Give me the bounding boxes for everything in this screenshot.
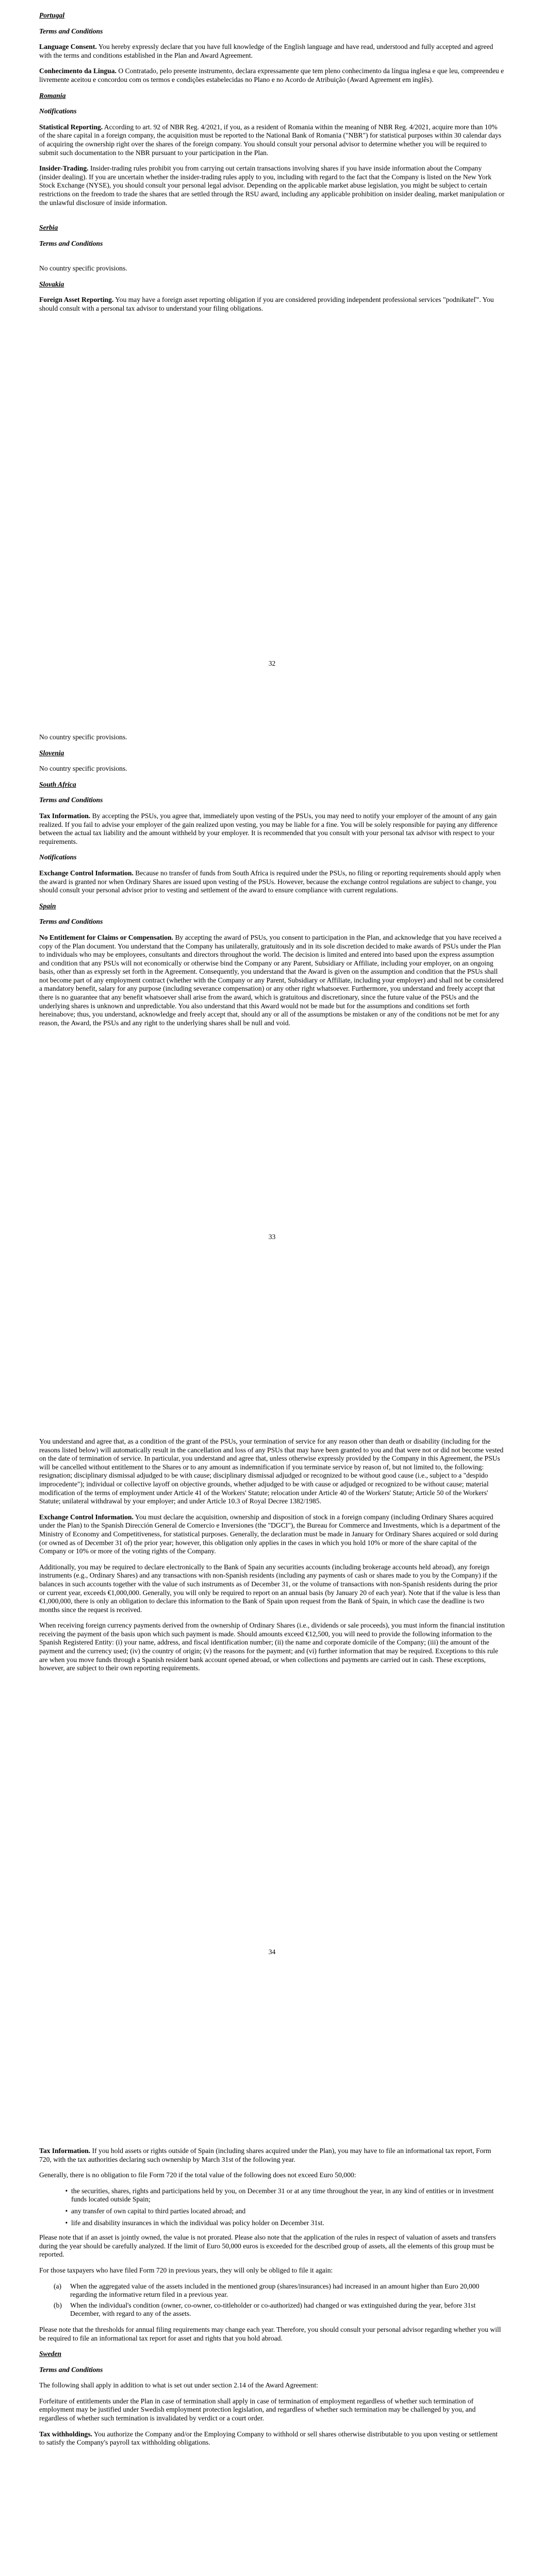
paragraph-text: Generally, there is no obligation to file Form 720 if the total value of the following does not exceed Euro 50,000:	[39, 2171, 356, 2179]
paragraph-lead: Exchange Control Information.	[39, 1513, 134, 1521]
country-heading-romania: Romania	[39, 91, 66, 99]
paragraph-text: No country specific provisions.	[39, 264, 127, 273]
paragraph-language-consent	[39, 43, 505, 60]
paragraph	[39, 2397, 505, 2423]
paragraph	[39, 2233, 505, 2259]
paragraph-text: By accepting the PSUs, you agree that, immediately upon vesting of the PSUs, you may need to notify your employer of the amount of any gain realized. If you fail to advise your employer of the gain realized upon vesting, you may be liable for a fine. You will be solely responsible for paying any difference between the actual tax liability and the amount withheld by your employer. It is recommended that you consult with your personal tax advisor with respect to your requirements.	[39, 811, 498, 845]
page-content	[39, 733, 505, 1035]
document-page-32	[0, 0, 544, 703]
paragraph	[39, 2171, 505, 2180]
paragraph	[39, 1621, 505, 1673]
section-heading: Terms and Conditions	[39, 918, 103, 926]
paragraph-text: You may have a foreign asset reporting obligation if you are considered providing independent professional services "podnikateľ". You should consult with a personal tax advisor to understand your filing obligations.	[39, 296, 494, 313]
country-heading-slovenia: Slovenia	[39, 749, 64, 757]
paragraph-text: Forfeiture of entitlements under the Plan in case of termination shall apply in case of termination of employment regardless of whether such termination of employment may be justified under Swedish employment protection legislation, and regardless of whether such termination may be challenged by you, and regardless of whether such termination is invalidated by verdict or a court order.	[39, 2397, 476, 2422]
paragraph-text: According to art. 92 of NBR Reg. 4/2021, if you, as a resident of Romania within the meaning of NBR Reg. 4/2021, acquire more than 10% of the share capital in a foreign company, the acquisition must be reported to the National Bank of Romania ("NBR") for statistical purposes within 30 calendar days of acquiring the ownership right over the shares of the foreign company. You should consult your personal advisor to determine whether you will be required to submit such documentation to the NBR pursuant to your participation in the Plan.	[39, 123, 502, 157]
paragraph-lead: Tax Information.	[39, 2147, 91, 2155]
list-item: • life and disability insurances in which the individual was policy holder on December 31st.	[71, 2219, 505, 2228]
paragraph-lead: Tax withholdings.	[39, 2430, 93, 2438]
paragraph-text: O Contratado, pelo presente instrumento, declara expressamente que tem pleno conhecimento da língua inglesa e que leu, compreendeu e livremente aceitou e concordou com os termos e condições estabelecidas no Plano e no Acordo de Atribuição (Award Agreement em inglês).	[39, 67, 504, 83]
paragraph-foreign-asset-reporting	[39, 296, 505, 313]
bullet-list	[39, 2187, 505, 2227]
page-number: 32	[268, 659, 276, 667]
paragraph	[39, 1563, 505, 1615]
country-heading-spain: Spain	[39, 902, 56, 910]
paragraph-insider-trading	[39, 164, 505, 207]
country-heading-south-africa: South Africa	[39, 780, 76, 788]
paragraph-text: No country specific provisions.	[39, 733, 127, 741]
paragraph-lead: Insider-Trading.	[39, 164, 89, 173]
paragraph-text: Insider-trading rules prohibit you from carrying out certain transactions involving shares if you have inside information about the Company (insider dealing). If you are uncertain whether the insider-trading rules apply to you, including with regard to the fact that the Company is listed on the New York Stock Exchange (NYSE), you should consult your personal legal advisor. Depending on the applicable market abuse legislation, you might be subject to certain restrictions on the freedom to trade the shares that are settled through the RSU award, including any applicable prohibition on insider dealing, market manipulation or the unlawful disclosure of inside information.	[39, 164, 505, 207]
country-heading-serbia: Serbia	[39, 224, 58, 232]
paragraph-exchange-control-information	[39, 869, 505, 895]
section-heading: Terms and Conditions	[39, 2365, 103, 2374]
paragraph	[39, 733, 505, 742]
page-content	[39, 11, 505, 320]
section-heading: Notifications	[39, 853, 77, 861]
document-page-33	[0, 703, 544, 1406]
country-heading-portugal: Portugal	[39, 11, 65, 19]
paragraph-lead: Language Consent.	[39, 43, 97, 51]
paragraph	[39, 2326, 505, 2343]
paragraph-lead: Foreign Asset Reporting.	[39, 296, 114, 304]
section-heading: Terms and Conditions	[39, 239, 103, 247]
paragraph-lead: Statistical Reporting.	[39, 123, 103, 131]
document-page-35	[0, 2110, 544, 2576]
list-item-label: (b)	[54, 2301, 62, 2309]
paragraph-lead: Tax Information.	[39, 811, 91, 820]
paragraph	[39, 2381, 505, 2390]
country-heading-sweden: Sweden	[39, 2350, 62, 2358]
paragraph	[39, 765, 505, 773]
paragraph	[39, 264, 505, 273]
country-heading-slovakia: Slovakia	[39, 280, 64, 288]
paragraph-statistical-reporting	[39, 123, 505, 157]
paragraph-lead: No Entitlement for Claims or Compensation.	[39, 933, 174, 941]
paragraph	[39, 1437, 505, 1506]
paragraph-text: You hereby expressly declare that you have full knowledge of the English language and have read, understood and fully accepted and agreed with the terms and conditions established in the Plan and Award Agreement.	[39, 43, 493, 59]
list-item-label: (a)	[54, 2282, 62, 2290]
paragraph-text: Please note that the thresholds for annual filing requirements may change each year. Therefore, you should consult your personal advisor regarding whether you will be required to file an informational tax report for asset and rights that you hold abroad.	[39, 2325, 501, 2342]
paragraph-text: Additionally, you may be required to declare electronically to the Bank of Spain any securities accounts (including brokerage accounts held abroad), any foreign instruments (e.g., Ordinary Shares) and any transactions with non-Spanish residents (including any payments of cash or shares made to you by the Company) if the balances in such accounts together with the value of such instruments as of December 31, or the volume of transactions with non-Spanish residents during the prior or current year, exceeds €1,000,000. Generally, you will only be required to report on an annual basis (by January 20 of each year). Note that if the value is less than €1,000,000, there is only an obligation to declare this information to the Bank of Spain upon request from the Bank of Spain, in which case the deadline is two months since the request is received.	[39, 1563, 500, 1614]
paragraph-no-entitlement-for-claims-or-compensation	[39, 934, 505, 1028]
section-heading: Notifications	[39, 107, 77, 115]
paragraph-text: By accepting the award of PSUs, you consent to participation in the Plan, and acknowledge that you have received a copy of the Plan document. You understand that the Company has unilaterally, gratuitously and in its sole discretion decided to make awards of PSUs under the Plan to individuals who may be employees, consultants and directors throughout the world. The decision is limited and entered into based upon the express assumption and condition that any PSUs will not economically or otherwise bind the Company or any Parent, Subsidiary or Affiliate, including your employer, on an ongoing basis, other than as expressly set forth in the Agreement. Consequently, you understand that the Award is given on the assumption and condition that the PSUs shall not become part of any employment contract (whether with the Company or any Parent, Subsidiary or Affiliate, including your employer) and shall not be considered a mandatory benefit, salary for any purpose (including severance compensation) or any other right whatsoever. Furthermore, you understand and freely accept that there is no guarantee that any benefit whatsoever shall arise from the award, which is gratuitous and discretionary, since the future value of the PSUs and the underlying shares is unknown and unpredictable. You also understand that this Award would not be made but for the assumptions and conditions set forth hereinabove; thus, you understand, acknowledge and freely accept that, should any or all of the assumptions be mistaken or any of the conditions not be met for any reason, the Award, the PSUs and any right to the underlying shares shall be null and void.	[39, 933, 504, 1027]
paragraph-text: Please note that if an asset is jointly owned, the value is not prorated. Please also note that the application of the rules in respect of valuation of assets and transfers during the year should be carefully analyzed. If the limit of Euro 50,000 euros is exceeded for the described group of assets, all the elements of this group must be reported.	[39, 2233, 496, 2259]
page-number: 34	[268, 1948, 276, 1956]
paragraph-text: The following shall apply in addition to what is set out under section 2.14 of the Award Agreement:	[39, 2381, 318, 2389]
paragraph-text: Because no transfer of funds from South Africa is required under the PSUs, no filing or reporting requirements should apply when the award is granted nor when Ordinary Shares are issued upon vesting of the PSUs. However, because the exchange control regulations are subject to change, you should consult your personal advisor prior to vesting and settlement of the award to ensure compliance with current regulations.	[39, 869, 501, 894]
list-item: • any transfer of own capital to third parties located abroad; and	[71, 2207, 505, 2216]
paragraph-text: If you hold assets or rights outside of Spain (including shares acquired under the Plan), you may have to file an informational tax report, Form 720, with the tax authorities declaring such ownership by March 31st of the following year.	[39, 2147, 491, 2163]
document-page-34	[0, 1406, 544, 2110]
blank-space	[39, 214, 505, 224]
paragraph-tax-withholdings	[39, 2430, 505, 2447]
paragraph-text: You must declare the acquisition, ownership and disposition of stock in a foreign company (including Ordinary Shares acquired under the Plan) to the Spanish Dirección General de Comercio e Inversiones (the "DGCI"), the Bureau for Commerce and Investments, which is a department of the Ministry of Economy and Competitiveness, for statistical purposes. Generally, the declaration must be made in January for Ordinary Shares acquired or sold during (or owned as of December 31 of) the prior year; however, this obligation only applies in the cases in which you hold 10% or more of the share capital of the Company or 10% or more of the voting rights of the Company.	[39, 1513, 501, 1555]
blank-space	[39, 255, 505, 264]
page-content	[39, 1437, 505, 1680]
paragraph	[39, 2266, 505, 2275]
section-heading: Terms and Conditions	[39, 27, 103, 35]
paragraph-conhecimento-da-lingua	[39, 67, 505, 84]
paragraph-lead: Exchange Control Information.	[39, 869, 134, 877]
list-item: • the securities, shares, rights and participations held by you, on December 31 or at any time throughout the year, in any kind of entities or in investment funds located outside Spain;	[71, 2187, 505, 2204]
paragraph-text: No country specific provisions.	[39, 765, 127, 773]
paragraph-text: When receiving foreign currency payments derived from the ownership of Ordinary Shares (i.e., dividends or sale proceeds), you must inform the financial institution receiving the payment of the basis upon which such payment is made. Should amounts exceed €12,500, you will need to provide the following information to the Spanish Registered Entity: (i) your name, address, and fiscal identification number; (ii) the name and corporate domicile of the Company; (iii) the amount of the payment and the currency used; (iv) the country of origin; (v) the reasons for the payment; and (vi) further information that may be required. Exceptions to this rule are when you move funds through a Spanish resident bank account opened abroad, or when collections and payments are carried out in cash. These exceptions, however, are subject to their own reporting requirements.	[39, 1621, 505, 1672]
list-item-text: When the aggregated value of the assets included in the mentioned group (shares/insurances) had increased in an amount higher than Euro 20,000 regarding the informative return filed in a previous year.	[70, 2282, 480, 2299]
list-item-text: When the individual's condition (owner, co-owner, co-titleholder or co-authorized) had changed or was extinguished during the year, before 31st December, with regard to any of the assets.	[70, 2301, 476, 2318]
page-content	[39, 2147, 505, 2454]
section-heading: Terms and Conditions	[39, 796, 103, 804]
paragraph-tax-information	[39, 812, 505, 846]
list-item	[54, 2301, 505, 2318]
paragraph-text: You authorize the Company and/or the Employing Company to withhold or sell shares otherwise distributable to you upon vesting or settlement to satisfy the Company's payroll tax withholding obligations.	[39, 2430, 498, 2447]
paragraph-exchange-control-information	[39, 1513, 505, 1556]
page-number: 33	[268, 1233, 276, 1241]
paragraph-tax-information	[39, 2147, 505, 2164]
paragraph-text: You understand and agree that, as a condition of the grant of the PSUs, your termination of service for any reason other than death or disability (including for the reasons listed below) will automatically result in the cancellation and loss of any PSUs that may have been granted to you and that were not or did not become vested on the date of termination of service. In particular, you understand and agree that, unless otherwise expressly provided by the Company in this Agreement, the PSUs will be cancelled without entitlement to the Shares or to any amount as indemnification if you terminate service by reason of, but not limited to, the following: resignation; disciplinary dismissal adjudged to be with cause; disciplinary dismissal adjudged or recognized to be without good cause (i.e., subject to a "despido improcedente"); individual or collective layoff on objective grounds, whether adjudged to be with cause or adjudged or recognized to be without cause; material modification of the terms of employment under Article 41 of the Workers' Statute; relocation under Article 40 of the Workers' Statute; Article 50 of the Workers' Statute; unilateral withdrawal by your employer; and under Article 10.3 of Royal Decree 1382/1985.	[39, 1437, 504, 1505]
lettered-list	[39, 2282, 505, 2318]
paragraph-lead: Conhecimento da Lingua.	[39, 67, 117, 75]
paragraph-text: For those taxpayers who have filed Form 720 in previous years, they will only be obliged to file it again:	[39, 2266, 333, 2274]
list-item	[54, 2282, 505, 2299]
